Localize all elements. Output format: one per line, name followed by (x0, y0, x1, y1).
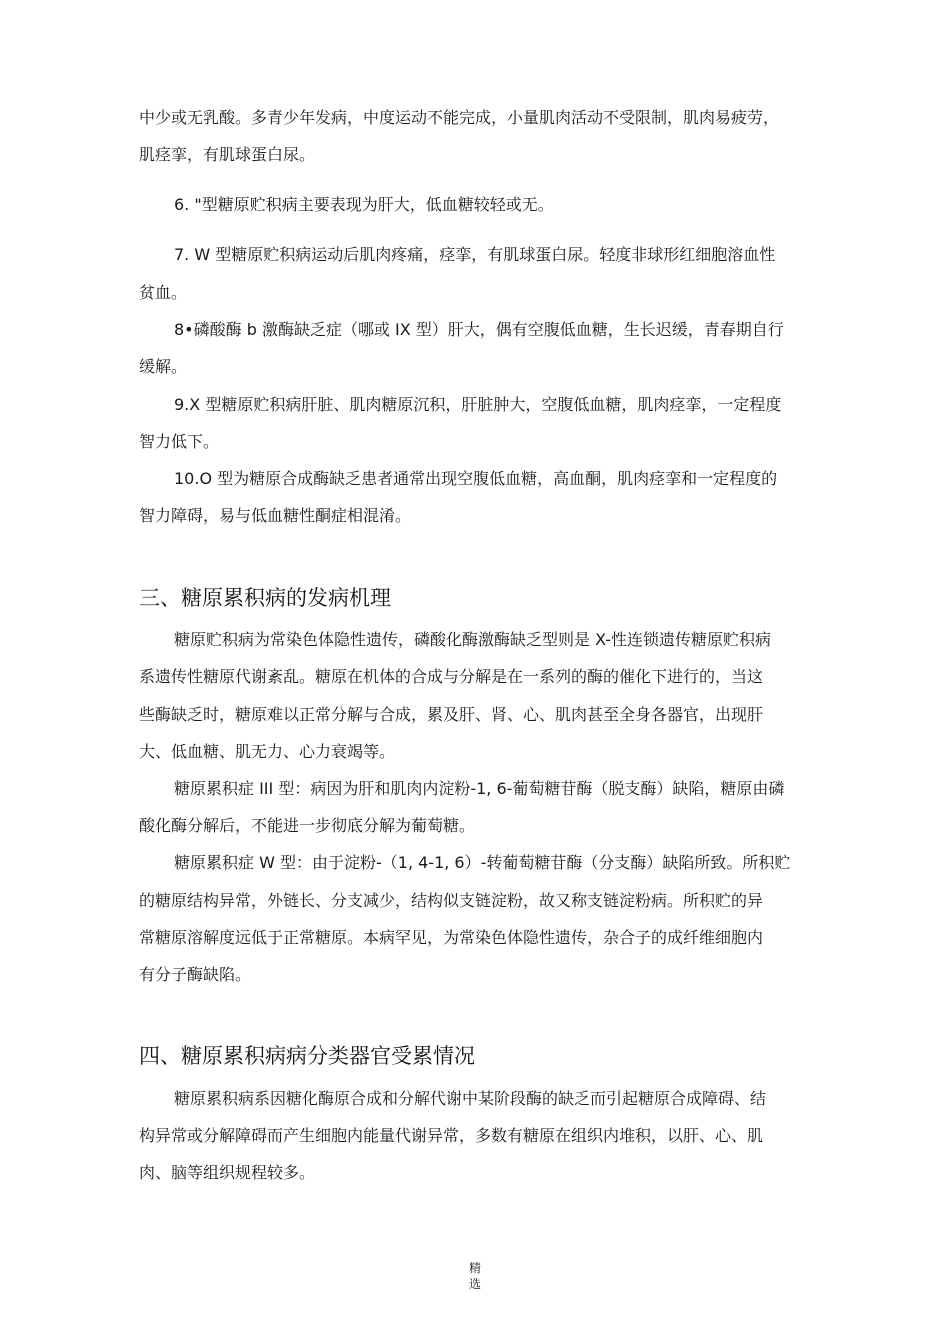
paragraph-line: 些酶缺乏时，糖原难以正常分解与合成，累及肝、肾、心、肌肉甚至全身各器官，出现肝 (139, 705, 764, 724)
section-heading-4: 四、糖原累积病病分类器官受累情况 (139, 1044, 475, 1068)
paragraph-line: 肉、脑等组织规程较多。 (139, 1163, 316, 1182)
paragraph-line: 构异常或分解障碍而产生细胞内能量代谢异常，多数有糖原在组织内堆积，以肝、心、肌 (139, 1126, 764, 1145)
paragraph-line: 系遗传性糖原代谢紊乱。糖原在机体的合成与分解是在一系列的酶的催化下进行的，当这 (139, 667, 764, 686)
list-item-8: 8•磷酸酶 b 激酶缺乏症（哪或 IX 型）肝大，偶有空腹低血糖，生长迟缓，青春期自行 (174, 320, 784, 339)
footer-line-2: 选 (468, 1277, 481, 1291)
paragraph-line: 中少或无乳酸。多青少年发病，中度运动不能完成，小量肌肉活动不受限制，肌肉易疲劳， (139, 108, 780, 127)
footer-line-1: 精 (468, 1261, 481, 1275)
paragraph-line: 的糖原结构异常，外链长、分支减少，结构似支链淀粉，故又称支链淀粉病。所积贮的异 (139, 891, 764, 910)
paragraph-line: 肌痉挛，有肌球蛋白尿。 (139, 145, 316, 164)
list-item-9-continuation: 智力低下。 (139, 432, 220, 451)
list-item-6: 6. "型糖原贮积病主要表现为肝大，低血糖较轻或无。 (174, 195, 554, 214)
list-item-10: 10.O 型为糖原合成酶缺乏患者通常出现空腹低血糖，高血酮，肌肉痉挛和一定程度的 (174, 469, 778, 488)
paragraph-line: 酸化酶分解后，不能进一步彻底分解为葡萄糖。 (139, 816, 476, 835)
footer-mark (463, 1260, 487, 1292)
paragraph-line: 大、低血糖、肌无力、心力衰竭等。 (139, 742, 396, 761)
paragraph-line: 糖原贮积病为常染色体隐性遗传，磷酸化酶激酶缺乏型则是 X-性连锁遗传糖原贮积病 (174, 630, 772, 649)
list-item-9: 9.X 型糖原贮积病肝脏、肌肉糖原沉积，肝脏肿大，空腹低血糖，肌肉痉挛，一定程度 (174, 395, 782, 414)
list-item-7: 7. W 型糖原贮积病运动后肌肉疼痛，痉挛，有肌球蛋白尿。轻度非球形红细胞溶血性 (174, 245, 776, 264)
paragraph-line: 糖原累积症 III 型：病因为肝和肌肉内淀粉-1, 6-葡萄糖苷酶（脱支酶）缺陷，糖原由磷 (174, 779, 785, 798)
paragraph-line: 糖原累积症 W 型：由于淀粉-（1, 4-1, 6）-转葡萄糖苷酶（分支酶）缺陷所致。所积贮 (174, 853, 791, 872)
paragraph-line: 常糖原溶解度远低于正常糖原。本病罕见，为常染色体隐性遗传，杂合子的成纤维细胞内 (139, 928, 764, 947)
list-item-8-continuation: 缓解。 (139, 357, 188, 376)
paragraph-line: 糖原累积病系因糖化酶原合成和分解代谢中某阶段酶的缺乏而引起糖原合成障碍、结 (174, 1089, 767, 1108)
paragraph-line: 有分子酶缺陷。 (139, 965, 252, 984)
list-item-7-continuation: 贫血。 (139, 283, 188, 302)
section-heading-3: 三、糖原累积病的发病机理 (139, 586, 391, 610)
list-item-10-continuation: 智力障碍，易与低血糖性酮症相混淆。 (139, 506, 412, 525)
